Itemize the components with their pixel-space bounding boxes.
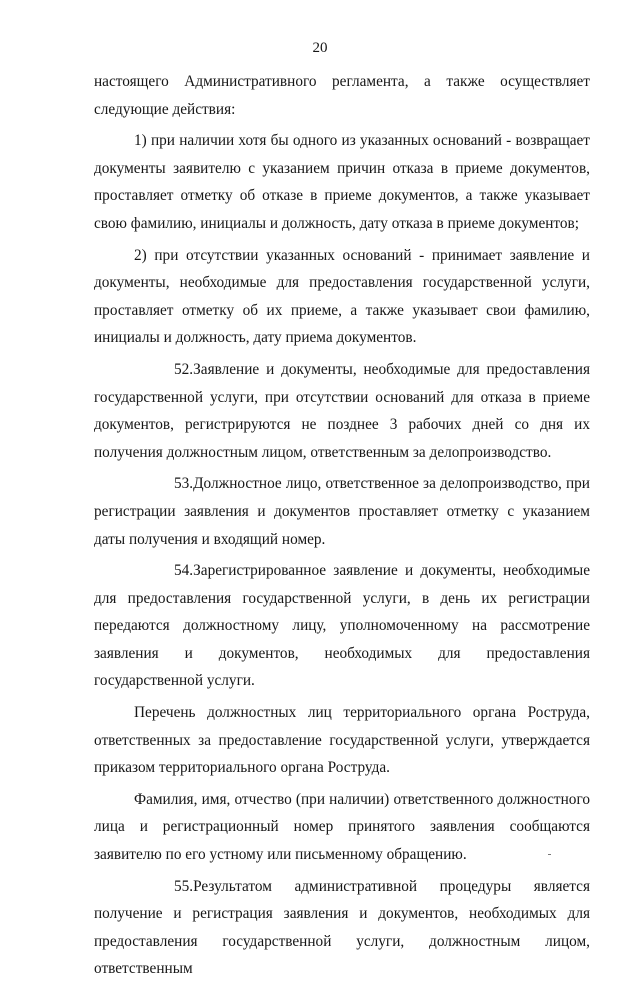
paragraph-number: 52. [174, 360, 194, 378]
paragraph-list-item [94, 242, 590, 352]
paragraph [94, 699, 590, 782]
document-body [94, 68, 590, 983]
paragraph-text: настоящего Административного регламента, а также осуществляет следующие действия: [94, 73, 590, 118]
paragraph-numbered [94, 873, 590, 983]
paragraph-text: Перечень должностных лиц территориального органа Роструда, ответственных за предоставление государственной услуги, утверждается приказом территориального органа Роструда. [94, 704, 590, 777]
paragraph-numbered [94, 557, 590, 695]
paragraph-number: 55. [174, 877, 194, 895]
paragraph-text: Заявление и документы, необходимые для предоставления государственной услуги, при отсутствии оснований для отказа в приеме документов, регистрируются не позднее 3 рабочих дней со дня их получения должностным лицом, ответственным за делопроизводство. [94, 360, 590, 461]
scan-artifact [548, 854, 551, 855]
paragraph [94, 68, 590, 123]
paragraph-list-item [94, 127, 590, 237]
paragraph-numbered [94, 356, 590, 466]
paragraph-text: 1) при наличии хотя бы одного из указанных оснований - возвращает документы заявителю с указанием причин отказа в приеме документов, проставляет отметку об отказе в приеме документов, а также указывает свою фамилию, инициалы и должность, дату отказа в приеме документов; [94, 132, 590, 232]
paragraph-text: Результатом административной процедуры является получение и регистрация заявления и документов, необходимых для предоставления государственной услуги, должностным лицом, ответственным [94, 877, 590, 978]
paragraph-number: 54. [174, 562, 194, 580]
paragraph [94, 786, 590, 869]
paragraph-number: 53. [174, 475, 194, 493]
page-number: 20 [312, 40, 328, 56]
paragraph-text: Должностное лицо, ответственное за делопроизводство, при регистрации заявления и документов проставляет отметку с указанием даты получения и входящий номер. [94, 475, 590, 548]
paragraph-numbered [94, 470, 590, 553]
paragraph-text: 2) при отсутствии указанных оснований - принимает заявление и документы, необходимые для предоставления государственной услуги, проставляет отметку об их приеме, а также указывает свои фамилию, инициалы и должность, дату приема документов. [94, 246, 590, 347]
paragraph-text: Зарегистрированное заявление и документы, необходимые для предоставления государственной услуги, в день их регистрации передаются должностному лицу, уполномоченному на рассмотрение заявления и документов, необходимых для предоставления государственной услуги. [94, 562, 590, 690]
paragraph-text: Фамилия, имя, отчество (при наличии) ответственного должностного лица и регистрационный номер принятого заявления сообщаются заявителю по его устному или письменному обращению. [94, 790, 590, 864]
